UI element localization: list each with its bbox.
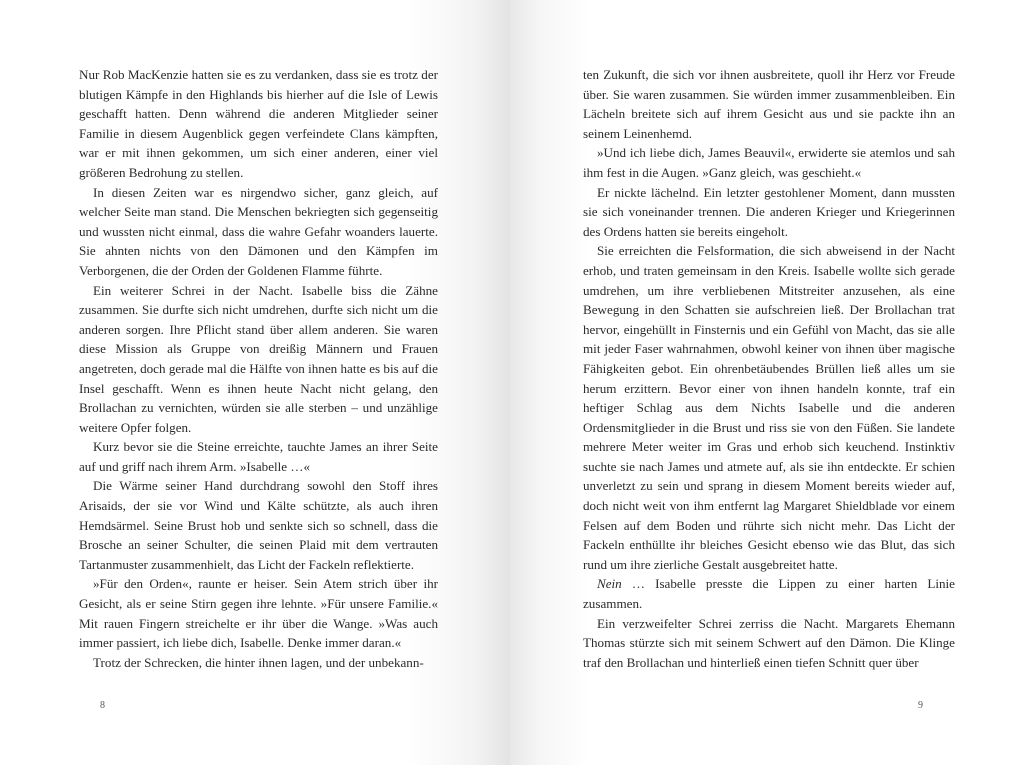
page-number: 8 — [100, 700, 105, 711]
paragraph: In diesen Zeiten war es nirgendwo sicher, ganz gleich, auf welcher Seite man stand. Die Menschen bekriegten sich gegenseitig und wussten nicht einmal, dass die wahre Gefahr woanders lauerte. Sie ahnten nichts von den Dämonen und den Kämpfen im Verborgenen, die der Orden der Goldenen Flamme führte. — [79, 184, 438, 278]
page-number: 9 — [918, 700, 923, 711]
paragraph: Nur Rob MacKenzie hatten sie es zu verdanken, dass sie es trotz der blutigen Kämpfe in den Highlands bis hierher auf die Isle of Lewis geschafft hatten. Denn während die anderen Mitglieder seiner Familie in diesem Augenblick gegen verfeindete Clans kämpften, war er mit ihnen gekommen, um sich einer anderen, einer viel größeren Bedrohung zu stellen. — [79, 67, 438, 180]
paragraph: »Und ich liebe dich, James Beauvil«, erwiderte sie atemlos und sah ihm fest in die Augen. »Ganz gleich, was geschieht.« — [583, 145, 955, 180]
paragraph: Trotz der Schrecken, die hinter ihnen lagen, und der unbekann- — [93, 654, 424, 670]
paragraph — [583, 574, 955, 613]
paragraph: Er nickte lächelnd. Ein letzter gestohlener Moment, dann mussten sie sich voneinander trennen. Die anderen Krieger und Kriegerinnen des Ordens hatten sie bereits eingeholt. — [583, 184, 955, 239]
left-page-text — [79, 65, 438, 672]
paragraph-rest: … Isabelle presste die Lippen zu einer harten Linie zusammen. — [583, 576, 955, 612]
paragraph: ten Zukunft, die sich vor ihnen ausbreitete, quoll ihr Herz vor Freude über. Sie waren zusammen. Sie würden immer zusammenbleiben. Ein Lächeln breitete sich auf ihrem Gesicht aus und sie packte ihn an seinem Leinenhemd. — [583, 67, 955, 141]
paragraph: Kurz bevor sie die Steine erreichte, tauchte James an ihrer Seite auf und griff nach ihrem Arm. »Isabelle …« — [79, 439, 438, 474]
paragraph: Ein verzweifelter Schrei zerriss die Nacht. Margarets Ehemann Thomas stürzte sich mit seinem Schwert auf den Dämon. Die Klinge traf den Brollachan und hinterließ einen tiefen Schnitt quer über — [583, 615, 955, 670]
paragraph: Ein weiterer Schrei in der Nacht. Isabelle biss die Zähne zusammen. Sie durfte sich nicht umdrehen, durfte sich nicht um die anderen sorgen. Ihre Pflicht stand über allem anderen. Sie waren diese Mission als Gruppe von dreißig Männern und Frauen angetreten, doch gerade mal die Hälfte von ihnen hatte es bis auf die Insel geschafft. Wenn es ihnen heute Nacht nicht gelang, den Brollachan zu vernichten, würden sie alle sterben – und unzählige weitere Opfer folgen. — [79, 282, 438, 435]
right-page-text — [583, 65, 955, 672]
italic-word: Nein — [597, 576, 622, 592]
paragraph: Die Wärme seiner Hand durchdrang sowohl den Stoff ihres Arisaids, der sie vor Wind und Kälte schützte, als auch ihren Hemdsärmel. Seine Brust hob und senkte sich so schnell, dass die Brosche an seiner Schulter, die seinen Plaid mit dem vertrauten Tartanmuster zusammenhielt, das Licht der Fackeln reflektierte. — [79, 478, 438, 572]
paragraph: »Für den Orden«, raunte er heiser. Sein Atem strich über ihr Gesicht, als er seine Stirn gegen ihre lehnte. »Für unsere Familie.« Mit rauen Fingern streichelte er ihr über die Wange. »Was auch immer passiert, ich liebe dich, Isabelle. Denke immer daran.« — [79, 576, 438, 651]
right-page — [510, 0, 1020, 765]
paragraph: Sie erreichten die Felsformation, die sich abweisend in der Nacht erhob, und traten gemeinsam in den Kreis. Isabelle wollte sich gerade umdrehen, um ihre verbliebenen Mitstreiter anzusehen, als eine Bewegung in den Schatten sie aufschreien ließ. Der Brollachan trat hervor, eingehüllt in Finsternis und ein Gefühl von Macht, das sie alle mit jeder Faser wahrnahmen, obwohl keiner von ihnen über magische Fähigkeiten gebot. Ein ohrenbetäubendes Brüllen ließ alles um sie herum erzittern. Bevor einer von ihnen handeln konnte, traf ein heftiger Schlag aus dem Nichts Isabelle und die anderen Ordensmitglieder in die Brust und riss sie von den Füßen. Sie landete mehrere Meter weiter im Gras und erhob sich keuchend. Instinktiv suchte sie nach James und atmete auf, als sie ihn entdeckte. Er schien unverletzt zu sein und sprang in diesem Moment bereits wieder auf, doch nicht weit von ihm entfernt lag Margaret Shieldblade vor einem Felsen auf dem Boden und rührte sich nicht mehr. Das Licht der Fackeln enthüllte ihr bleiches Gesicht ebenso wie das Blut, das sich rund um ihre zierliche Gestalt ausgebreitet hatte. — [583, 243, 955, 572]
